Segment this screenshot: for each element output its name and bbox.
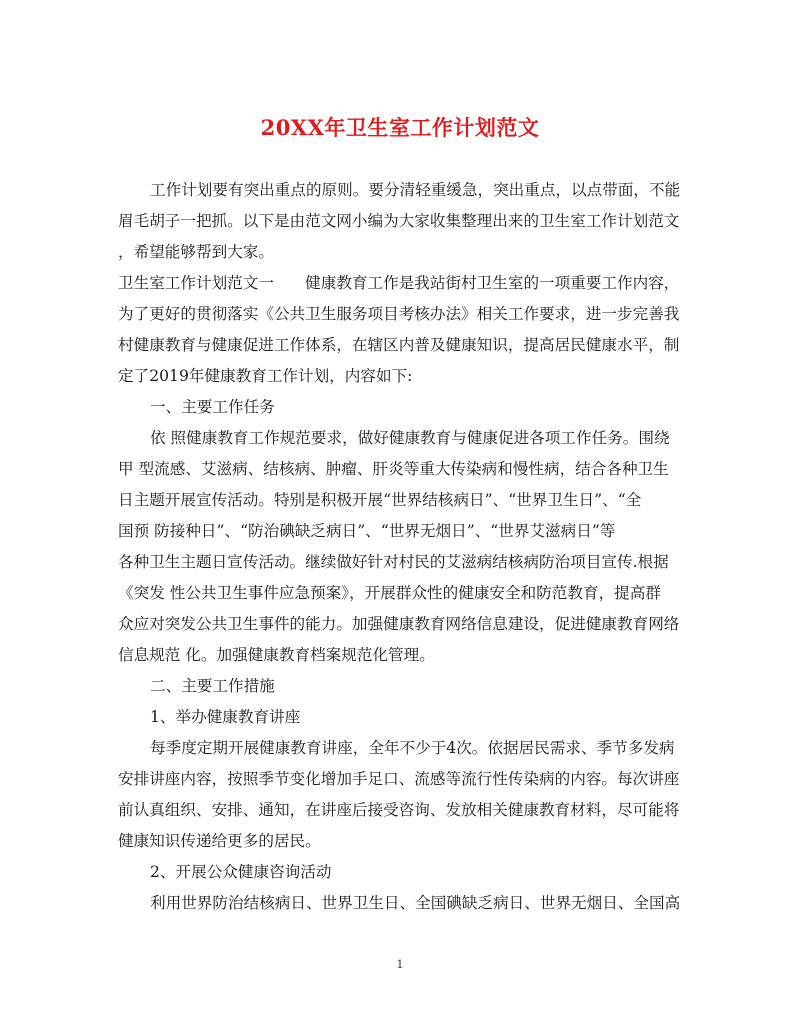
paragraph-line: 国预 防接种日”、“防治碘缺乏病日”、“世界无烟日”、“世界艾滋病日”等 — [118, 522, 616, 540]
paragraph-line: 众应对突发公共卫生事件的能力。加强健康教育网络信息建设，促进健康教育网络 — [118, 615, 680, 633]
paragraph-line: 甲 型流感、艾滋病、结核病、肿瘤、肝炎等重大传染病和慢性病，结合各种卫生 — [118, 460, 669, 478]
paragraph-line: 依 照健康教育工作规范要求，做好健康教育与健康促进各项工作任务。围绕 — [150, 429, 670, 447]
paragraph-line: ，希望能够帮到大家。 — [118, 243, 274, 261]
paragraph-line: 前认真组织、安排、通知，在讲座后接受咨询、发放相关健康教育材料，尽可能将 — [118, 801, 680, 819]
paragraph-line: 为了更好的贯彻落实《公共卫生服务项目考核办法》相关工作要求，进一步完善我 — [118, 305, 680, 323]
paragraph-line: 村健康教育与健康促进工作体系，在辖区内普及健康知识，提高居民健康水平，制 — [118, 336, 680, 354]
paragraph-line: 卫生室工作计划范文一 健康教育工作是我站街村卫生室的一项重要工作内容， — [118, 274, 680, 292]
paragraph-line: 利用世界防治结核病日、世界卫生日、全国碘缺乏病日、世界无烟日、全国高 — [150, 894, 681, 912]
paragraph-line: 各种卫生主题日宣传活动。继续做好针对村民的艾滋病结核病防治项目宣传.根据 — [118, 553, 669, 571]
paragraph-line: 工作计划要有突出重点的原则。要分清轻重缓急，突出重点，以点带面，不能 — [150, 181, 681, 199]
section-heading: 一、主要工作任务 — [150, 398, 275, 416]
paragraph-line: 眉毛胡子一把抓。以下是由范文网小编为大家收集整理出来的卫生室工作计划范文 — [118, 212, 680, 230]
subsection-heading: 2、开展公众健康咨询活动 — [150, 863, 332, 881]
page-number: 1 — [396, 958, 404, 971]
paragraph-line: 日主题开展宣传活动。特别是积极开展“世界结核病日”、“世界卫生日”、“全 — [118, 491, 642, 509]
section-heading: 二、主要工作措施 — [150, 677, 275, 695]
paragraph-line: 安排讲座内容，按照季节变化增加手足口、流感等流行性传染病的内容。每次讲座 — [118, 770, 680, 788]
paragraph-line: 每季度定期开展健康教育讲座，全年不少于4次。依据居民需求、季节多发病 — [150, 739, 675, 757]
paragraph-line: 《突发 性公共卫生事件应急预案》，开展群众性的健康安全和防范教育，提高群 — [118, 584, 661, 602]
paragraph-line: 信息规范 化。加强健康教育档案规范化管理。 — [118, 646, 435, 664]
document-title: 20XX年卫生室工作计划范文 — [260, 115, 540, 140]
subsection-heading: 1、举办健康教育讲座 — [150, 708, 301, 726]
paragraph-line: 定了2019年健康教育工作计划，内容如下: — [118, 367, 413, 385]
paragraph-line: 健康知识传递给更多的居民。 — [118, 832, 321, 850]
